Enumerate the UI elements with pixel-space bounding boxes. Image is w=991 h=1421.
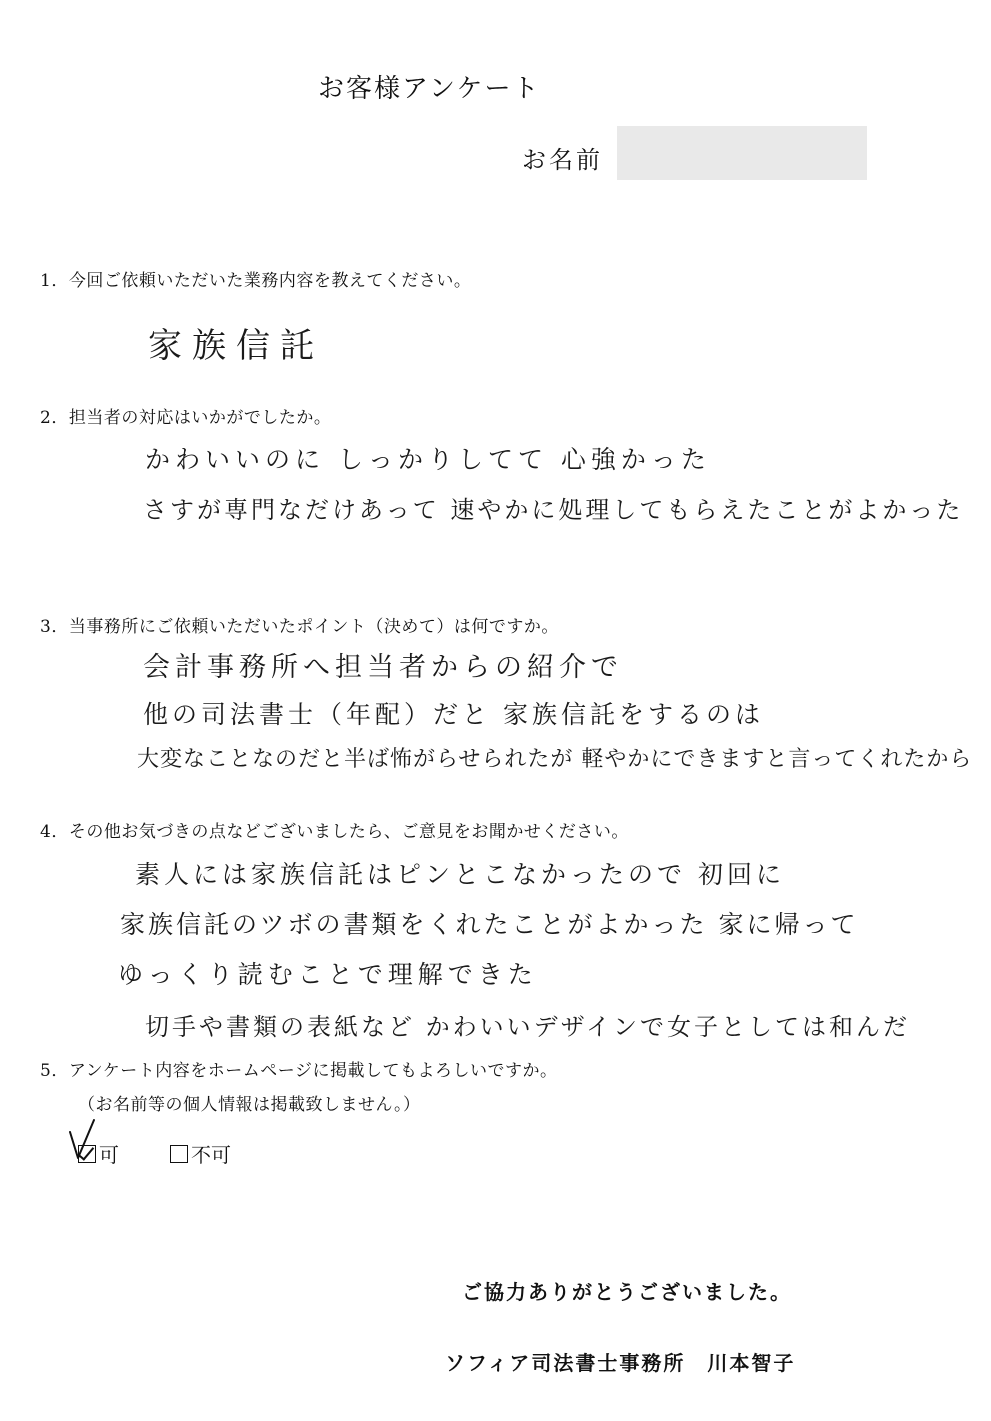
question-1-label: 1．今回ご依頼いただいた業務内容を教えてください。 — [40, 271, 472, 291]
name-field-redacted — [617, 126, 867, 180]
answer-2-line-2: さすが専門なだけあって 速やかに処理してもらえたことがよかった — [143, 496, 964, 524]
checkbox-checked-icon[interactable] — [78, 1145, 96, 1163]
option-no-label: 不可 — [191, 1143, 231, 1167]
checkbox-unchecked-icon[interactable] — [170, 1145, 188, 1163]
answer-1-line-1: 家族信託 — [148, 326, 324, 366]
answer-3-line-3: 大変なことなのだと半ば怖がらせられたが 軽やかにできますと言ってくれたから — [137, 747, 973, 772]
answer-3-line-1: 会計事務所へ担当者からの紹介で — [143, 652, 623, 683]
answer-3-line-2: 他の司法書士（年配）だと 家族信託をするのは — [143, 700, 764, 729]
survey-title: お客様アンケート — [318, 74, 541, 104]
answer-4-line-4: 切手や書類の表紙など かわいいデザインで女子としては和んだ — [145, 1013, 910, 1041]
question-3-label: 3．当事務所にご依頼いただいたポイント（決めて）は何ですか。 — [40, 617, 559, 637]
answer-4-line-3: ゆっくり読むことで理解できた — [118, 960, 538, 989]
question-2-label: 2．担当者の対応はいかがでしたか。 — [40, 408, 332, 428]
answer-2-line-1: かわいいのに しっかりしてて 心強かった — [145, 445, 711, 474]
office-signature: ソフィア司法書士事務所 川本智子 — [445, 1351, 796, 1375]
question-5-label: 5．アンケート内容をホームページに掲載してもよろしいですか。 — [40, 1061, 558, 1081]
option-no[interactable] — [170, 1139, 231, 1168]
option-yes-label: 可 — [99, 1143, 119, 1167]
answer-4-line-1: 素人には家族信託はピンとこなかったので 初回に — [135, 860, 785, 889]
option-yes[interactable] — [78, 1139, 119, 1168]
thanks-message: ご協力ありがとうございました。 — [462, 1280, 792, 1304]
name-label: お名前 — [522, 146, 603, 174]
question-5-note: （お名前等の個人情報は掲載致しません。） — [78, 1095, 421, 1115]
question-4-label: 4．その他お気づきの点などございましたら、ご意見をお聞かせください。 — [40, 822, 629, 842]
answer-4-line-2: 家族信託のツボの書類をくれたことがよかった 家に帰って — [120, 910, 859, 939]
